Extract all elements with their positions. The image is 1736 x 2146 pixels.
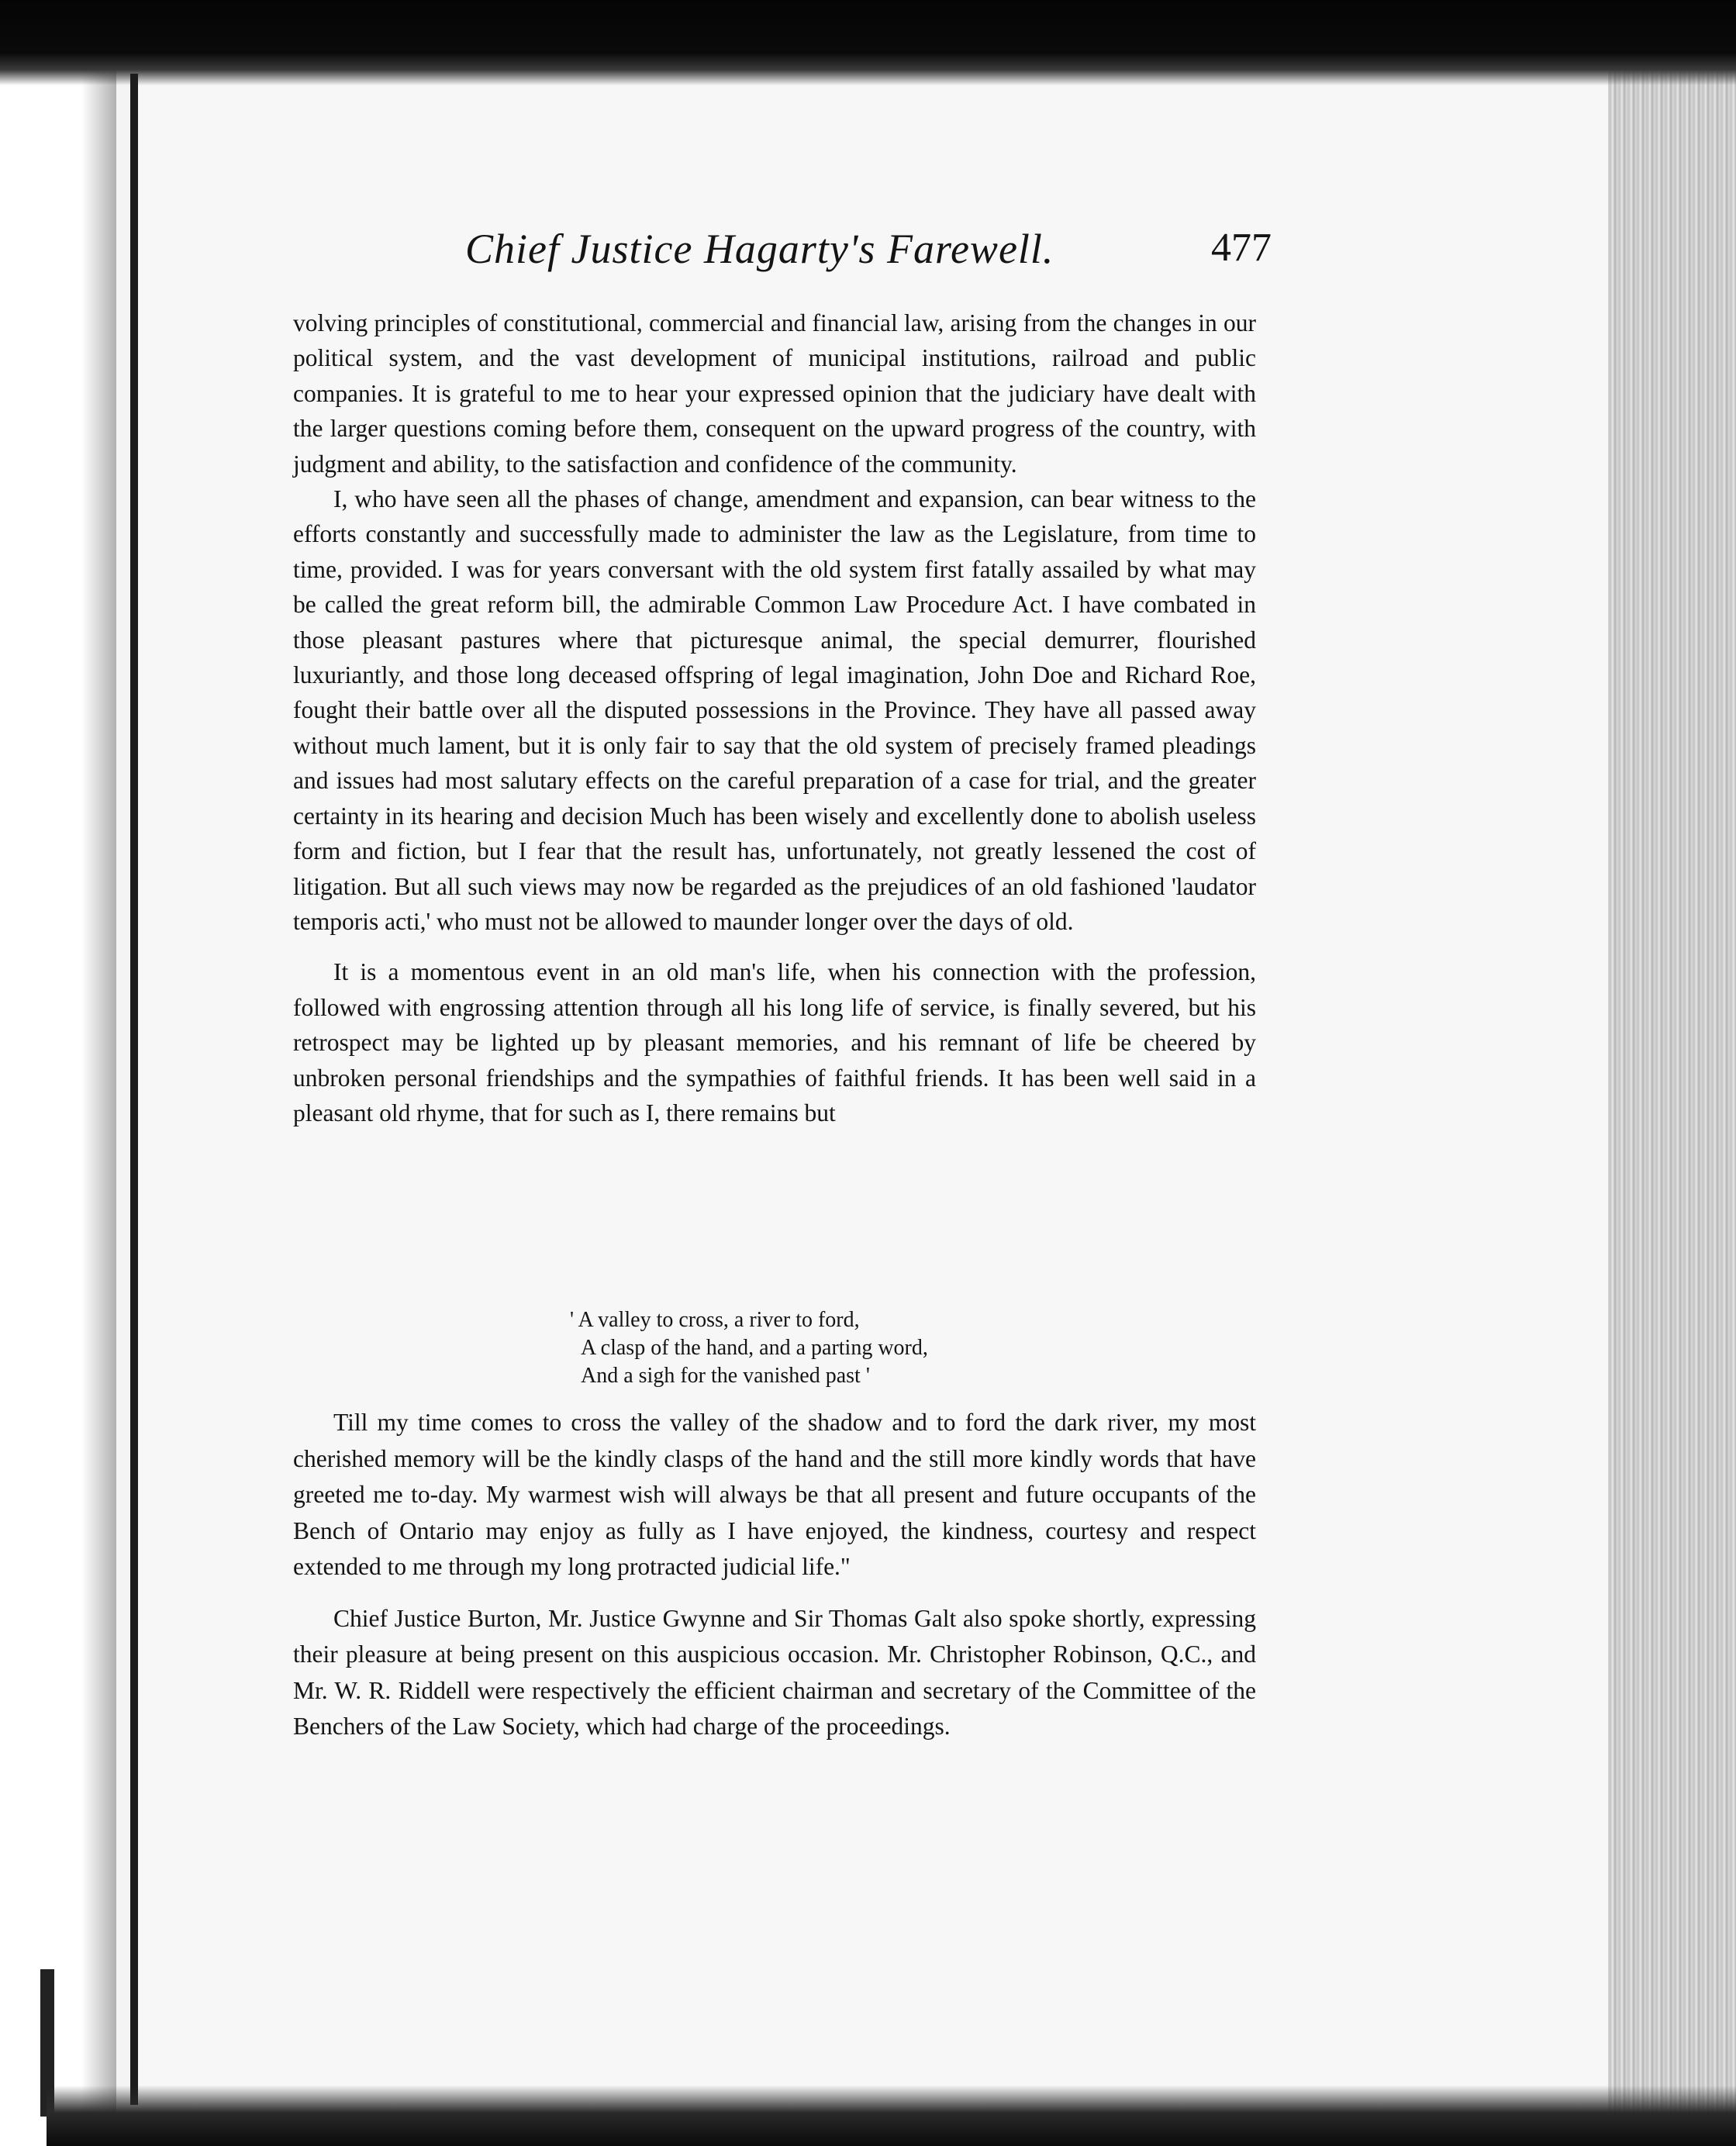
closing-text	[293, 1405, 1256, 1745]
verse-line: A clasp of the hand, and a parting word,	[581, 1336, 928, 1360]
paragraph: Till my time comes to cross the valley of the shadow and to ford the dark river, my most cherished memory will be the kindly clasps of the hand and the still more kindly words that have greeted me to-day. My warmest wish will always be that all present and future occupants of the Bench of Ontario may enjoy as fully as I have enjoyed, the kindness, courtesy and respect extended to me through my long protracted judicial life."	[293, 1409, 1256, 1580]
paragraph: volving principles of constitutional, commercial and financial law, arising from the changes in our political system, and the vast development of municipal institutions, railroad and public companies. It is grateful to me to hear your expressed opinion that the judiciary have dealt with the larger questions coming before them, consequent on the upward progress of the country, with judgment and ability, to the satisfaction and confidence of the community.	[293, 309, 1256, 478]
verse-quotation	[570, 1306, 928, 1390]
scan-top-shadow	[0, 0, 1736, 85]
body-text	[293, 305, 1256, 1130]
paragraph: It is a momentous event in an old man's life, when his connection with the profession, followed with engrossing attention through all his long life of service, is finally severed, but his retrospect may be lighted up by pleasant memories, and his remnant of life be cheered by unbroken personal friendships and the sympathies of faithful friends. It has been well said in a pleasant old rhyme, that for such as I, there remains but	[293, 958, 1256, 1126]
paragraph: Chief Justice Burton, Mr. Justice Gwynne and Sir Thomas Galt also spoke shortly, expressing their pleasure at being present on this auspicious occasion. Mr. Christopher Robinson, Q.C., and Mr. W. R. Riddell were respectively the efficient chairman and secretary of the Committee of the Benchers of the Law Society, which had charge of the proceedings.	[293, 1604, 1256, 1740]
running-title: Chief Justice Hagarty's Farewell.	[465, 226, 1054, 272]
scan-page-edges	[1608, 62, 1736, 2146]
page-header	[465, 225, 1272, 287]
verse-line: ' A valley to cross, a river to ford,	[570, 1308, 860, 1332]
scan-bottom-shadow	[47, 2086, 1736, 2146]
scan-binding-shadow	[130, 74, 138, 2105]
scan-left-margin	[0, 0, 116, 2146]
verse-line: And a sigh for the vanished past '	[581, 1364, 870, 1388]
page-number: 477	[1211, 226, 1272, 270]
paragraph: I, who have seen all the phases of change, amendment and expansion, can bear witness to the efforts constantly and successfully made to administer the law as the Legislature, from time to time, provided. I was for years conversant with the old system first fatally assailed by what may be called the great reform bill, the admirable Common Law Procedure Act. I have combated in those pleasant pastures where that picturesque animal, the special demurrer, flourished luxuriantly, and those long deceased offspring of legal imagination, John Doe and Richard Roe, fought their battle over all the disputed possessions in the Province. They have all passed away without much lament, but it is only fair to say that the old system of precisely framed pleadings and issues had most salutary effects on the careful preparation of a case for trial, and the greater certainty in its hearing and decision Much has been wisely and excellently done to abolish useless form and fiction, but I fear that the result has, unfortunately, not greatly lessened the cost of litigation. But all such views may now be regarded as the prejudices of an old fashioned 'laudator temporis acti,' who must not be allowed to maunder longer over the days of old.	[293, 485, 1256, 935]
